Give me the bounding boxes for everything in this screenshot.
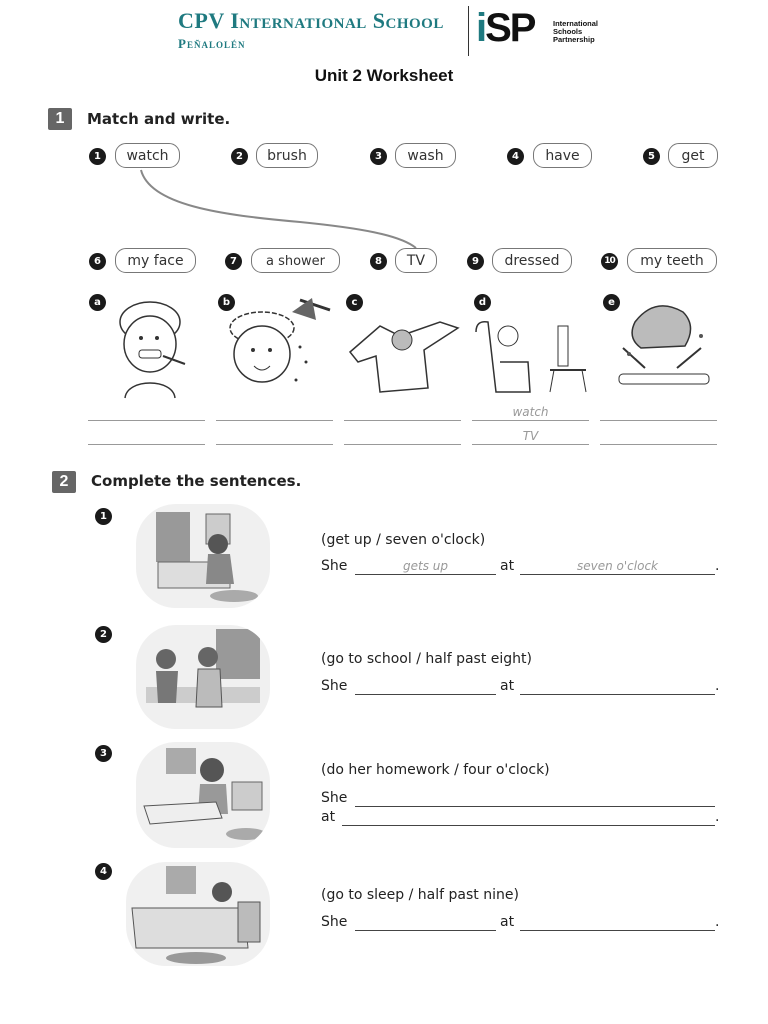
answer-line[interactable] <box>344 444 461 445</box>
sentence-prompt: (get up / seven o'clock) <box>321 532 486 548</box>
picture-letter: e <box>603 294 620 311</box>
blank-time[interactable] <box>342 809 715 826</box>
isp-logo-sp: SP <box>485 6 535 50</box>
sentence-end: . <box>715 809 720 825</box>
answer-line[interactable] <box>472 420 589 421</box>
isp-text-line: Partnership <box>553 35 595 44</box>
sentence-prompt: (do her homework / four o'clock) <box>321 762 550 778</box>
washing-face-illustration <box>605 292 720 400</box>
sentence-at: at <box>500 914 515 930</box>
boy-in-shower-illustration <box>220 292 340 400</box>
answer-line[interactable] <box>472 444 589 445</box>
sentence-number: 4 <box>95 863 112 880</box>
word-pill-watch[interactable]: watch <box>115 143 180 168</box>
word-pill-my-teeth[interactable]: my teeth <box>627 248 717 273</box>
word-pill-wash[interactable]: wash <box>395 143 456 168</box>
picture-letter: b <box>218 294 235 311</box>
example-answer-noun: TV <box>522 429 539 443</box>
word-pill-my-face[interactable]: my face <box>115 248 196 273</box>
sentence-she: She <box>321 790 348 806</box>
sentence-number: 1 <box>95 508 112 525</box>
sentence-prompt: (go to sleep / half past nine) <box>321 887 519 903</box>
isp-text-line: Schools <box>553 27 583 36</box>
section-1-title: Match and write. <box>87 110 231 128</box>
school-name: CPV International School <box>178 8 444 33</box>
answer-line[interactable] <box>600 420 717 421</box>
blank-verb[interactable] <box>355 678 496 695</box>
word-number: 9 <box>467 253 484 270</box>
blank-verb[interactable] <box>355 790 715 807</box>
answer-line[interactable] <box>600 444 717 445</box>
answer-line[interactable] <box>88 444 205 445</box>
word-pill-tv[interactable]: TV <box>395 248 437 273</box>
word-number: 8 <box>370 253 387 270</box>
sentence-she: She <box>321 558 348 574</box>
isp-text-line: International <box>553 19 599 28</box>
section-2-title: Complete the sentences. <box>91 472 302 490</box>
picture-letter: a <box>89 294 106 311</box>
example-answer-time: seven o'clock <box>577 559 658 573</box>
sentence-at: at <box>500 678 515 694</box>
picture-letter: c <box>346 294 363 311</box>
girl-doing-homework-illustration <box>136 742 270 848</box>
watching-tv-illustration <box>470 292 595 400</box>
children-going-to-school-illustration <box>136 625 270 729</box>
school-location: Peñalolén <box>178 36 246 51</box>
word-number: 1 <box>89 148 106 165</box>
word-number: 7 <box>225 253 242 270</box>
sentence-end: . <box>715 914 720 930</box>
blank-verb[interactable] <box>355 558 496 575</box>
sentence-end: . <box>715 678 720 694</box>
boy-brushing-teeth-illustration <box>105 292 195 400</box>
answer-line[interactable] <box>344 420 461 421</box>
girl-going-to-sleep-illustration <box>126 862 270 966</box>
sentence-at: at <box>321 809 336 825</box>
girl-getting-up-illustration <box>136 504 270 608</box>
sentence-she: She <box>321 678 348 694</box>
answer-line[interactable] <box>88 420 205 421</box>
blank-time[interactable] <box>520 558 715 575</box>
word-pill-dressed[interactable]: dressed <box>492 248 572 273</box>
worksheet-title: Unit 2 Worksheet <box>314 66 454 85</box>
getting-dressed-illustration <box>340 292 465 400</box>
word-pill-have[interactable]: have <box>533 143 592 168</box>
blank-time[interactable] <box>520 678 715 695</box>
sentence-number: 3 <box>95 745 112 762</box>
blank-time[interactable] <box>520 914 715 931</box>
answer-line[interactable] <box>216 420 333 421</box>
answer-line[interactable] <box>216 444 333 445</box>
section-1-number: 1 <box>48 108 72 130</box>
example-answer-verb: gets up <box>403 559 448 573</box>
word-pill-get[interactable]: get <box>668 143 718 168</box>
word-number: 6 <box>89 253 106 270</box>
word-number: 4 <box>507 148 524 165</box>
example-answer-verb: watch <box>512 405 549 419</box>
sentence-prompt: (go to school / half past eight) <box>321 651 533 667</box>
isp-logo-i: i <box>476 6 486 50</box>
blank-verb[interactable] <box>355 914 496 931</box>
word-number: 10 <box>601 253 618 270</box>
word-number: 2 <box>231 148 248 165</box>
word-pill-a-shower[interactable]: a shower <box>251 248 340 273</box>
sentence-she: She <box>321 914 348 930</box>
picture-letter: d <box>474 294 491 311</box>
word-pill-brush[interactable]: brush <box>256 143 318 168</box>
word-number: 5 <box>643 148 660 165</box>
section-2-number: 2 <box>52 471 76 493</box>
sentence-at: at <box>500 558 515 574</box>
word-number: 3 <box>370 148 387 165</box>
sentence-number: 2 <box>95 626 112 643</box>
sentence-end: . <box>715 558 720 574</box>
